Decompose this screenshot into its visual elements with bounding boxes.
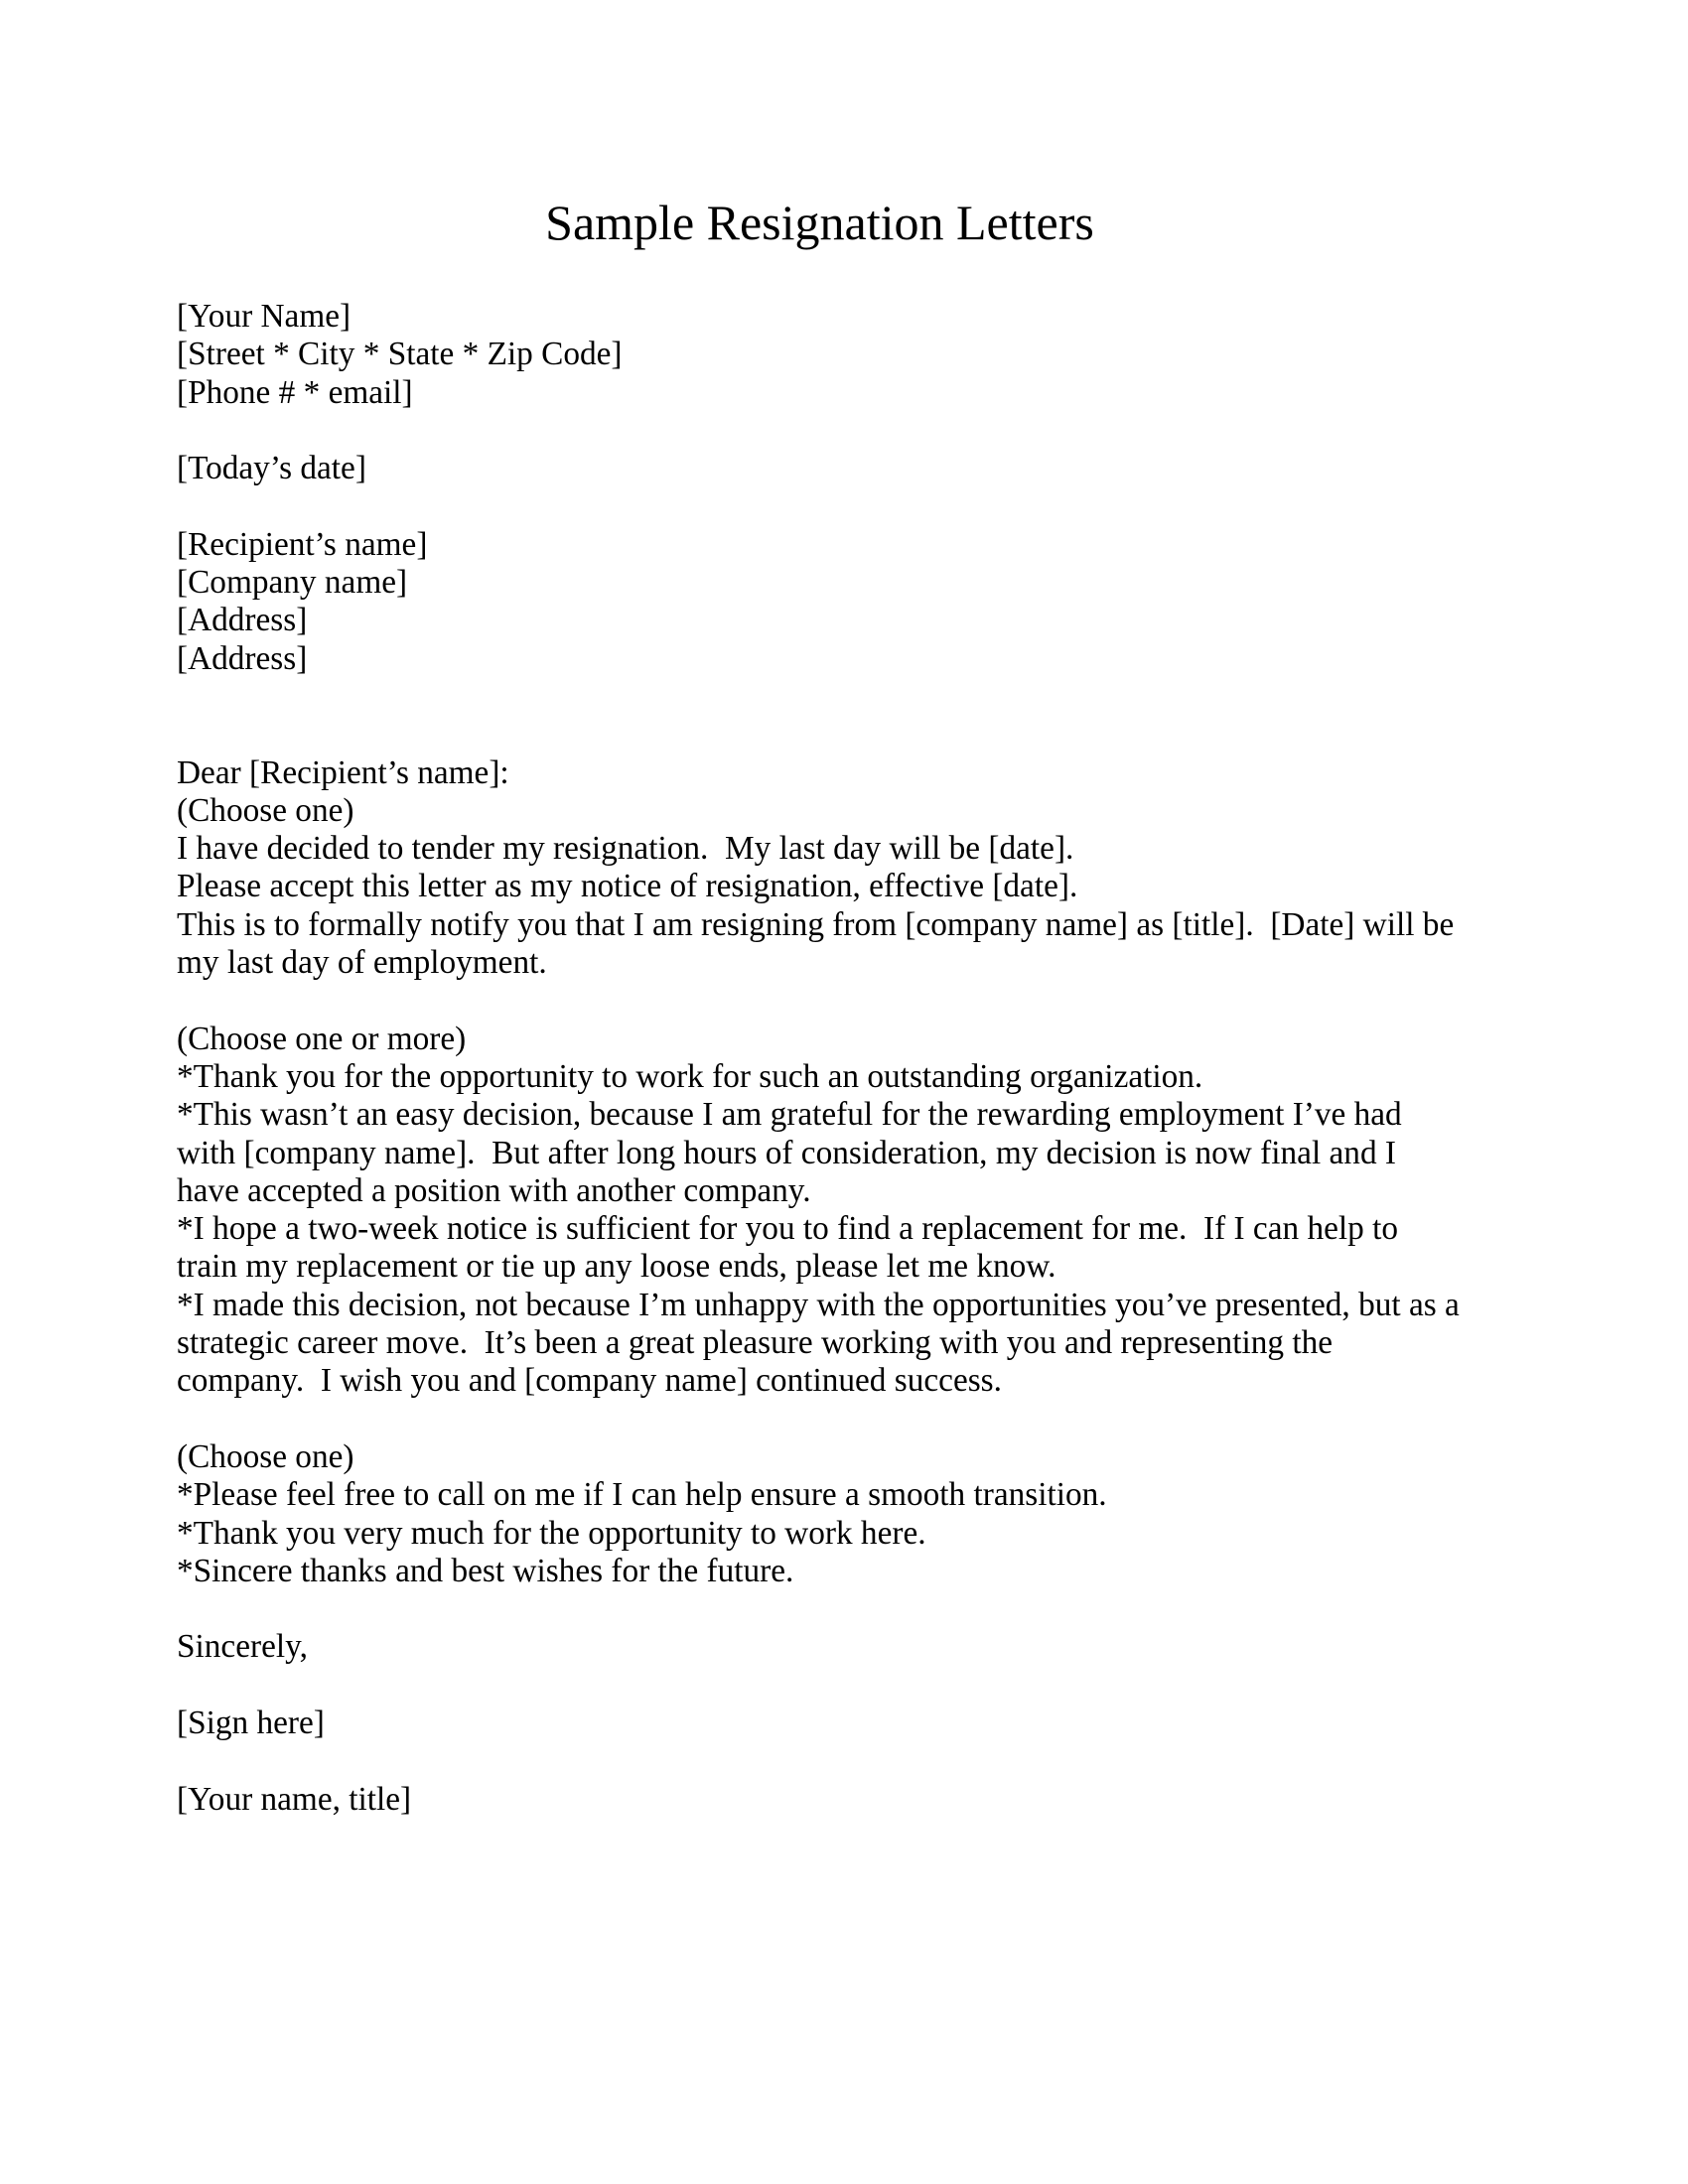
recipient-name-line: [Recipient’s name] (177, 525, 428, 563)
recipient-address-line-1: [Address] (177, 602, 308, 639)
closing-option: *Thank you very much for the opportunity to work here. (177, 1514, 926, 1552)
opening-option: Please accept this letter as my notice of resignation, effective [date]. (177, 868, 1078, 905)
sender-address-line: [Street * City * State * Zip Code] (177, 336, 623, 373)
recipient-company-line: [Company name] (177, 564, 408, 602)
closing-option: *Please feel free to call on me if I can help ensure a smooth transition. (177, 1476, 1107, 1514)
opening-instruction: (Choose one) (177, 791, 354, 829)
middle-option: *This wasn’t an easy decision, because I am grateful for the rewarding employment I’ve had with [company name]. But after long hours of consideration, my decision is now final and I have accepted a position with another company. (177, 1096, 1411, 1209)
document-title: Sample Resignation Letters (545, 195, 1094, 250)
opening-option: This is to formally notify you that I am resigning from [company name] as [title]. [Date] will be my last day of employment. (177, 905, 1463, 982)
closing-option: *Sincere thanks and best wishes for the future. (177, 1552, 794, 1589)
middle-option: *I hope a two-week notice is sufficient for you to find a replacement for me. If I can help to train my replacement or tie up any loose ends, please let me know. (177, 1210, 1407, 1286)
recipient-address-line-2: [Address] (177, 639, 308, 677)
closing-instruction: (Choose one) (177, 1437, 354, 1475)
signoff: Sincerely, (177, 1628, 308, 1666)
date-line: [Today’s date] (177, 450, 366, 487)
middle-option: *I made this decision, not because I’m unhappy with the opportunities you’ve presented, but as a strategic career move. It’s been a great pleasure working with you and representing the company. I wish you and [company name] continued success. (177, 1286, 1469, 1400)
signature-placeholder: [Sign here] (177, 1704, 325, 1741)
name-title-line: [Your name, title] (177, 1780, 412, 1818)
sender-name-line: [Your Name] (177, 298, 352, 335)
opening-option: I have decided to tender my resignation. My last day will be [date]. (177, 830, 1074, 868)
salutation: Dear [Recipient’s name]: (177, 753, 509, 791)
middle-instruction: (Choose one or more) (177, 1020, 467, 1057)
sender-contact-line: [Phone # * email] (177, 373, 413, 411)
middle-option: *Thank you for the opportunity to work for such an outstanding organization. (177, 1057, 1203, 1095)
